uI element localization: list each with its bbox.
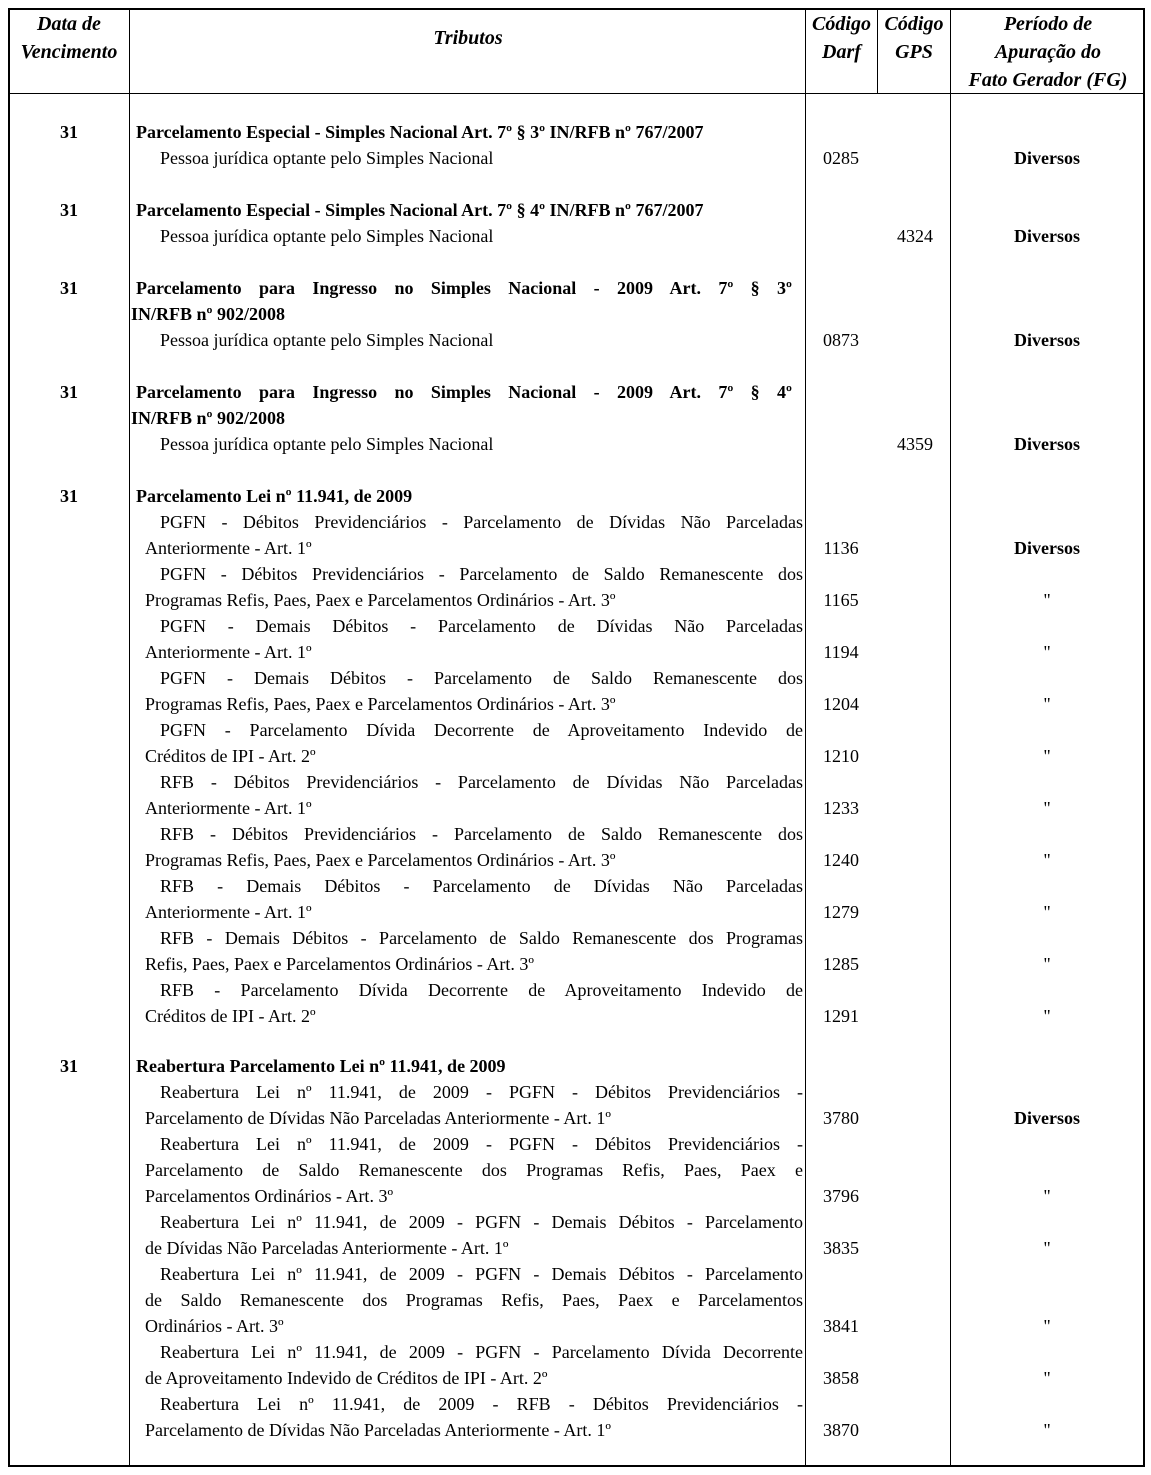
darf-code: 3841 bbox=[823, 1316, 859, 1336]
darf-code: 0285 bbox=[823, 148, 859, 168]
darf-code: 3870 bbox=[823, 1420, 859, 1440]
item-description: Pessoa jurídica optante pelo Simples Nacional bbox=[160, 226, 494, 246]
item-description: RFB - Demais Débitos - Parcelamento de Saldo Remanescente dos Programas bbox=[160, 928, 803, 948]
due-day: 31 bbox=[60, 122, 78, 142]
item-description: Anteriormente - Art. 1º bbox=[145, 798, 312, 818]
header-date: Data de Vencimento bbox=[20, 13, 118, 63]
item-description: Anteriormente - Art. 1º bbox=[145, 902, 312, 922]
darf-code: 1233 bbox=[823, 798, 859, 818]
due-day: 31 bbox=[60, 278, 78, 298]
period: Diversos bbox=[1014, 434, 1080, 454]
period: Diversos bbox=[1014, 226, 1080, 246]
ditto-mark: " bbox=[1043, 850, 1051, 870]
block-title: IN/RFB nº 902/2008 bbox=[131, 304, 285, 324]
item-description: Programas Refis, Paes, Paex e Parcelamentos Ordinários - Art. 3º bbox=[145, 590, 616, 610]
due-day: 31 bbox=[60, 382, 78, 402]
item-description: Pessoa jurídica optante pelo Simples Nacional bbox=[160, 434, 494, 454]
period: Diversos bbox=[1014, 148, 1080, 168]
ditto-mark: " bbox=[1043, 1238, 1051, 1258]
item-description: Parcelamento de Dívidas Não Parceladas Anteriormente - Art. 1º bbox=[145, 1108, 611, 1128]
period: Diversos bbox=[1014, 538, 1080, 558]
header-darf: Código Darf bbox=[812, 13, 871, 63]
due-day: 31 bbox=[60, 200, 78, 220]
ditto-mark: " bbox=[1043, 1368, 1051, 1388]
ditto-mark: " bbox=[1043, 1316, 1051, 1336]
darf-code: 1291 bbox=[823, 1006, 859, 1026]
gps-code: 4359 bbox=[897, 434, 933, 454]
block-title: Parcelamento Especial - Simples Nacional Art. 7º § 4º IN/RFB nº 767/2007 bbox=[136, 200, 704, 220]
item-description: Reabertura Lei nº 11.941, de 2009 - RFB - Débitos Previdenciários - bbox=[160, 1394, 803, 1414]
column-divider bbox=[950, 8, 951, 1467]
darf-code: 1240 bbox=[823, 850, 859, 870]
ditto-mark: " bbox=[1043, 694, 1051, 714]
item-description: Ordinários - Art. 3º bbox=[145, 1316, 284, 1336]
block-title: Parcelamento Lei nº 11.941, de 2009 bbox=[136, 486, 413, 506]
darf-code: 1285 bbox=[823, 954, 859, 974]
ditto-mark: " bbox=[1043, 642, 1051, 662]
item-description: Programas Refis, Paes, Paex e Parcelamentos Ordinários - Art. 3º bbox=[145, 694, 616, 714]
due-day: 31 bbox=[60, 1056, 78, 1076]
item-description: Parcelamentos Ordinários - Art. 3º bbox=[145, 1186, 394, 1206]
ditto-mark: " bbox=[1043, 1186, 1051, 1206]
due-day: 31 bbox=[60, 486, 78, 506]
ditto-mark: " bbox=[1043, 746, 1051, 766]
item-description: Reabertura Lei nº 11.941, de 2009 - PGFN - Débitos Previdenciários - bbox=[160, 1082, 803, 1102]
item-description: PGFN - Demais Débitos - Parcelamento de Saldo Remanescente dos bbox=[160, 668, 803, 688]
darf-code: 1279 bbox=[823, 902, 859, 922]
item-description: de Saldo Remanescente dos Programas Refis, Paes, Paex e Parcelamentos bbox=[145, 1290, 803, 1310]
item-description: Pessoa jurídica optante pelo Simples Nacional bbox=[160, 148, 494, 168]
item-description: Créditos de IPI - Art. 2º bbox=[145, 1006, 316, 1026]
item-description: Parcelamento de Saldo Remanescente dos Programas Refis, Paes, Paex e bbox=[145, 1160, 803, 1180]
item-description: PGFN - Parcelamento Dívida Decorrente de Aproveitamento Indevido de bbox=[160, 720, 803, 740]
darf-code: 1204 bbox=[823, 694, 859, 714]
item-description: Créditos de IPI - Art. 2º bbox=[145, 746, 316, 766]
item-description: Anteriormente - Art. 1º bbox=[145, 642, 312, 662]
ditto-mark: " bbox=[1043, 1420, 1051, 1440]
item-description: Reabertura Lei nº 11.941, de 2009 - PGFN - Demais Débitos - Parcelamento bbox=[160, 1264, 803, 1284]
item-description: Anteriormente - Art. 1º bbox=[145, 538, 312, 558]
ditto-mark: " bbox=[1043, 954, 1051, 974]
item-description: PGFN - Débitos Previdenciários - Parcelamento de Dívidas Não Parceladas bbox=[160, 512, 803, 532]
item-description: RFB - Demais Débitos - Parcelamento de Dívidas Não Parceladas bbox=[160, 876, 803, 896]
darf-code: 1165 bbox=[823, 590, 859, 610]
darf-code: 3858 bbox=[823, 1368, 859, 1388]
header-gps: Código GPS bbox=[884, 13, 944, 63]
item-description: Parcelamento de Dívidas Não Parceladas Anteriormente - Art. 1º bbox=[145, 1420, 611, 1440]
ditto-mark: " bbox=[1043, 798, 1051, 818]
ditto-mark: " bbox=[1043, 902, 1051, 922]
header-tributos: Tributos bbox=[433, 27, 503, 49]
gps-code: 4324 bbox=[897, 226, 933, 246]
item-description: Reabertura Lei nº 11.941, de 2009 - PGFN - Débitos Previdenciários - bbox=[160, 1134, 803, 1154]
item-description: de Dívidas Não Parceladas Anteriormente - Art. 1º bbox=[145, 1238, 509, 1258]
darf-code: 3835 bbox=[823, 1238, 859, 1258]
block-title: Reabertura Parcelamento Lei nº 11.941, de 2009 bbox=[136, 1056, 506, 1076]
item-description: Pessoa jurídica optante pelo Simples Nacional bbox=[160, 330, 494, 350]
period: Diversos bbox=[1014, 1108, 1080, 1128]
column-divider bbox=[129, 8, 130, 1467]
item-description: Programas Refis, Paes, Paex e Parcelamentos Ordinários - Art. 3º bbox=[145, 850, 616, 870]
darf-code: 0873 bbox=[823, 330, 859, 350]
darf-code: 3796 bbox=[823, 1186, 859, 1206]
ditto-mark: " bbox=[1043, 590, 1051, 610]
darf-code: 1194 bbox=[823, 642, 859, 662]
item-description: Reabertura Lei nº 11.941, de 2009 - PGFN - Parcelamento Dívida Decorrente bbox=[160, 1342, 803, 1362]
darf-code: 1210 bbox=[823, 746, 859, 766]
item-description: Refis, Paes, Paex e Parcelamentos Ordinários - Art. 3º bbox=[145, 954, 534, 974]
darf-code: 3780 bbox=[823, 1108, 859, 1128]
ditto-mark: " bbox=[1043, 1006, 1051, 1026]
item-description: RFB - Parcelamento Dívida Decorrente de Aproveitamento Indevido de bbox=[160, 980, 803, 1000]
item-description: de Aproveitamento Indevido de Créditos de IPI - Art. 2º bbox=[145, 1368, 548, 1388]
darf-code: 1136 bbox=[823, 538, 859, 558]
item-description: PGFN - Débitos Previdenciários - Parcelamento de Saldo Remanescente dos bbox=[160, 564, 803, 584]
item-description: PGFN - Demais Débitos - Parcelamento de Dívidas Não Parceladas bbox=[160, 616, 803, 636]
block-title: Parcelamento Especial - Simples Nacional Art. 7º § 3º IN/RFB nº 767/2007 bbox=[136, 122, 704, 142]
block-title: IN/RFB nº 902/2008 bbox=[131, 408, 285, 428]
item-description: RFB - Débitos Previdenciários - Parcelamento de Dívidas Não Parceladas bbox=[160, 772, 803, 792]
block-title: Parcelamento para Ingresso no Simples Nacional - 2009 Art. 7º § 3º bbox=[136, 278, 792, 298]
period: Diversos bbox=[1014, 330, 1080, 350]
header-periodo: Período de Apuração do Fato Gerador (FG) bbox=[968, 13, 1128, 91]
block-title: Parcelamento para Ingresso no Simples Nacional - 2009 Art. 7º § 4º bbox=[136, 382, 792, 402]
item-description: Reabertura Lei nº 11.941, de 2009 - PGFN - Demais Débitos - Parcelamento bbox=[160, 1212, 803, 1232]
item-description: RFB - Débitos Previdenciários - Parcelamento de Saldo Remanescente dos bbox=[160, 824, 803, 844]
